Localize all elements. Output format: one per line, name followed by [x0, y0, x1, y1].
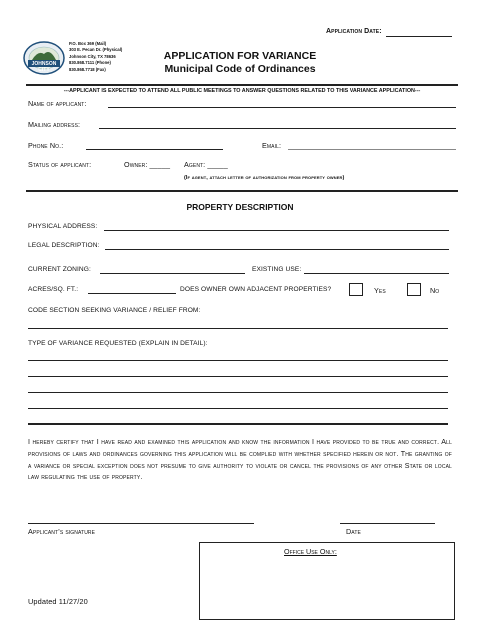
legal-description-label: LEGAL DESCRIPTION:	[28, 242, 100, 249]
contact-line: 830.868.7111 (Phone)	[69, 60, 111, 66]
name-label: Name of applicant:	[28, 99, 87, 108]
legal-description-field[interactable]	[105, 249, 449, 250]
phone-field[interactable]	[86, 149, 223, 150]
acres-field[interactable]	[88, 293, 176, 294]
variance-type-line[interactable]	[28, 360, 448, 361]
updated-date: Updated 11/27/20	[28, 597, 88, 606]
property-heading: PROPERTY DESCRIPTION	[186, 202, 294, 212]
contact-block	[69, 41, 122, 73]
logo-text: JOHNSON CITY	[31, 61, 57, 73]
contact-line: Johnson City, TX 78636	[69, 53, 116, 59]
page-subtitle: Municipal Code of Ordinances	[164, 63, 316, 75]
existing-use-label: EXISTING USE:	[252, 266, 302, 273]
phone-label: Phone No.:	[28, 141, 64, 150]
email-label: Email:	[262, 141, 282, 150]
existing-use-field[interactable]	[304, 273, 449, 274]
code-section-label: CODE SECTION SEEKING VARIANCE / RELIEF FROM:	[28, 307, 201, 314]
variance-type-line[interactable]	[28, 408, 448, 409]
variance-type-line[interactable]	[28, 423, 448, 425]
name-field[interactable]	[108, 107, 456, 108]
application-date-label: Application Date:	[326, 28, 382, 35]
variance-type-line[interactable]	[28, 376, 448, 377]
yes-label: Yes	[374, 286, 386, 295]
adjacent-question: DOES OWNER OWN ADJACENT PROPERTIES?	[180, 286, 332, 293]
signature-field[interactable]	[28, 523, 254, 524]
page-title: APPLICATION FOR VARIANCE	[163, 50, 317, 62]
code-section-field[interactable]	[28, 328, 448, 329]
header-divider	[26, 84, 458, 86]
application-date-field[interactable]	[386, 36, 452, 37]
contact-line: P.O. Box 369 (Mail)	[69, 41, 107, 46]
no-checkbox[interactable]	[407, 283, 421, 296]
date-label: Date	[346, 527, 361, 536]
contact-line: 303 E. Pecan Dr. (Physical)	[69, 47, 123, 53]
city-logo	[22, 40, 66, 76]
mailing-field[interactable]	[99, 128, 456, 129]
owner-option[interactable]: Owner: _____	[124, 160, 171, 169]
variance-type-label: TYPE OF VARIANCE REQUESTED (EXPLAIN IN DETAIL):	[28, 340, 208, 347]
variance-type-line[interactable]	[28, 392, 448, 393]
no-label: No	[430, 286, 440, 295]
status-label: Status of applicant:	[28, 160, 92, 169]
physical-address-label: PHYSICAL ADDRESS:	[28, 223, 98, 230]
zoning-label: CURRENT ZONING:	[28, 266, 91, 273]
certification-text: I hereby certify that I have read and examined this application and know the information I have provided to be true and correct. All provisions of laws and ordinances governing this application will be complied with whether specified herein or not. The granting of a variance or special exception does not presume to give authority to violate or cancel the provisions of any other State or local law regulating the use of property.	[28, 438, 452, 482]
attendance-notice: ---APPLICANT IS EXPECTED TO ATTEND ALL PUBLIC MEETINGS TO ANSWER QUESTIONS RELATED TO THIS VARIANCE APPLICATION---	[63, 88, 421, 94]
office-use-box	[199, 542, 455, 620]
signature-label: Applicant’s signature	[28, 527, 96, 536]
agent-note: (If agent, attach letter of authorization from property owner)	[184, 175, 345, 181]
date-field[interactable]	[340, 523, 435, 524]
section-divider	[26, 190, 458, 192]
acres-label: ACRES/SQ. FT.:	[28, 286, 79, 293]
agent-option[interactable]: Agent: _____	[184, 160, 228, 169]
contact-line: 830.868.7718 (Fax)	[69, 66, 106, 72]
zoning-field[interactable]	[100, 273, 245, 274]
yes-checkbox[interactable]	[349, 283, 363, 296]
mailing-label: Mailing address:	[28, 120, 81, 129]
physical-address-field[interactable]	[104, 230, 449, 231]
office-use-label: Office Use Only:	[284, 547, 337, 556]
email-field[interactable]	[288, 149, 456, 150]
